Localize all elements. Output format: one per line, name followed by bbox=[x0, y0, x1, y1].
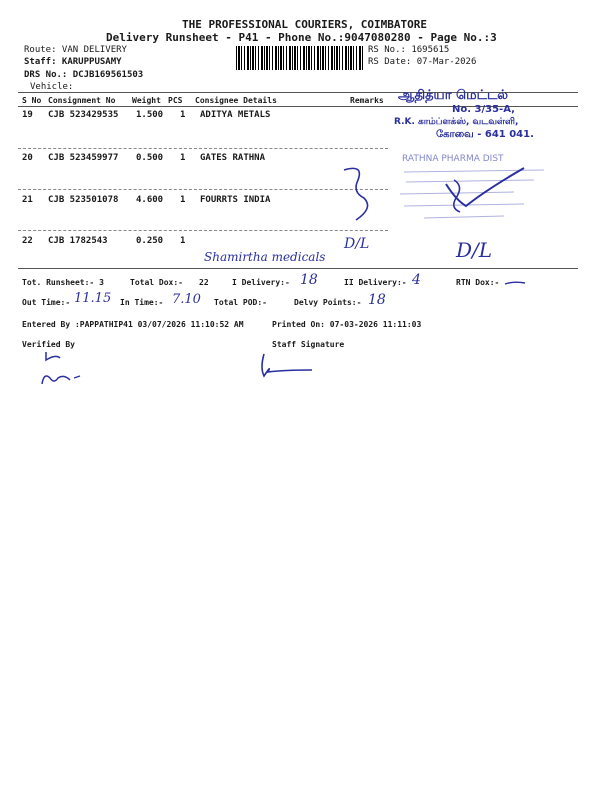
row-pcs: 1 bbox=[180, 110, 186, 120]
out-time-value: 11.15 bbox=[74, 291, 112, 306]
row-pcs: 1 bbox=[180, 153, 186, 163]
row-pcs: 1 bbox=[180, 195, 186, 205]
rtn-dash bbox=[504, 280, 526, 286]
in-time-label: In Time:- bbox=[120, 298, 164, 307]
staff-signature-label: Staff Signature bbox=[272, 340, 345, 349]
row-divider bbox=[18, 230, 388, 231]
row-divider bbox=[18, 148, 388, 149]
row-pcs: 1 bbox=[180, 236, 186, 246]
vehicle-label: Vehicle: bbox=[30, 82, 74, 92]
delvy-points-label: Delvy Points:- bbox=[294, 298, 362, 307]
row-consignee: ADITYA METALS bbox=[200, 110, 271, 120]
row-consignment: CJB 523501078 bbox=[48, 195, 119, 205]
row-consignee: FOURRTS INDIA bbox=[200, 195, 271, 205]
row-sno: 20 bbox=[22, 153, 33, 163]
divider bbox=[18, 268, 578, 269]
row-consignment: CJB 523429535 bbox=[48, 110, 119, 120]
drs-label: DRS No.: DCJB169561503 bbox=[24, 70, 144, 80]
stamp-line: கோவை - 641 041. bbox=[436, 129, 534, 140]
company-stamp bbox=[388, 88, 574, 140]
handwritten-dl-mark-right: D/L bbox=[456, 238, 493, 262]
company-title: THE PROFESSIONAL COURIERS, COIMBATORE bbox=[182, 18, 428, 31]
stamp-line: No. 3/35-A, bbox=[452, 104, 515, 115]
ii-delivery-value: 4 bbox=[412, 272, 421, 288]
col-consignee: Consignee Details bbox=[195, 96, 277, 105]
delvy-points-value: 18 bbox=[368, 292, 386, 308]
rs-date: RS Date: 07-Mar-2026 bbox=[368, 57, 477, 67]
handwritten-squiggle bbox=[338, 160, 378, 230]
barcode-image bbox=[236, 46, 364, 70]
row-sno: 22 bbox=[22, 236, 33, 246]
row-consignment: CJB 523459977 bbox=[48, 153, 119, 163]
staff-label: Staff: KARUPPUSAMY bbox=[24, 57, 122, 67]
rtn-dox-label: RTN Dox:- bbox=[456, 278, 500, 287]
col-sno: S No bbox=[22, 96, 42, 105]
col-weight: Weight bbox=[132, 96, 161, 105]
stamp-scribble bbox=[394, 150, 564, 230]
verified-signature bbox=[36, 348, 96, 390]
staff-signature bbox=[254, 350, 318, 380]
ii-delivery-label: II Delivery:- bbox=[344, 278, 407, 287]
col-pcs: PCS bbox=[168, 96, 183, 105]
verified-by-label: Verified By bbox=[22, 340, 75, 349]
row-sno: 19 bbox=[22, 110, 33, 120]
row-sno: 21 bbox=[22, 195, 33, 205]
out-time-label: Out Time:- bbox=[22, 298, 71, 307]
row-weight: 0.250 bbox=[136, 236, 164, 246]
row-weight: 1.500 bbox=[136, 110, 164, 120]
pharma-stamp bbox=[394, 150, 564, 230]
handwritten-consignee: Shamirtha medicals bbox=[204, 250, 326, 264]
i-delivery-label: I Delivery:- bbox=[232, 278, 290, 287]
col-remarks: Remarks bbox=[350, 96, 384, 105]
row-weight: 0.500 bbox=[136, 153, 164, 163]
tot-runsheet: Tot. Runsheet:- 3 bbox=[22, 278, 104, 287]
handwritten-dl-mark: D/L bbox=[344, 236, 370, 252]
rs-number: RS No.: 1695615 bbox=[368, 45, 450, 55]
i-delivery-value: 18 bbox=[300, 272, 318, 288]
total-dox-label: Total Dox:- bbox=[130, 278, 183, 287]
row-divider bbox=[18, 189, 388, 190]
runsheet-subtitle: Delivery Runsheet - P41 - Phone No.:9047080280 - Page No.:3 bbox=[106, 31, 497, 44]
entered-by: Entered By :PAPPATHIP41 03/07/2026 11:10:52 AM bbox=[22, 320, 244, 329]
row-consignee: GATES RATHNA bbox=[200, 153, 266, 163]
row-consignment: CJB 1782543 bbox=[48, 236, 108, 246]
stamp-line: ஆதித்யா மெட்டல் bbox=[398, 88, 509, 103]
stamp-line: R.K. காம்ப்ளக்ஸ், வடவள்ளி, bbox=[394, 117, 519, 127]
printed-on: Printed On: 07-03-2026 11:11:03 bbox=[272, 320, 422, 329]
row-weight: 4.600 bbox=[136, 195, 164, 205]
col-consignment: Consignment No bbox=[48, 96, 116, 105]
stamp-line: RATHNA PHARMA DIST bbox=[402, 154, 504, 164]
total-dox-value: 22 bbox=[199, 278, 209, 287]
in-time-value: 7.10 bbox=[172, 292, 201, 307]
route-label: Route: VAN DELIVERY bbox=[24, 45, 127, 55]
total-pod-label: Total POD:- bbox=[214, 298, 267, 307]
